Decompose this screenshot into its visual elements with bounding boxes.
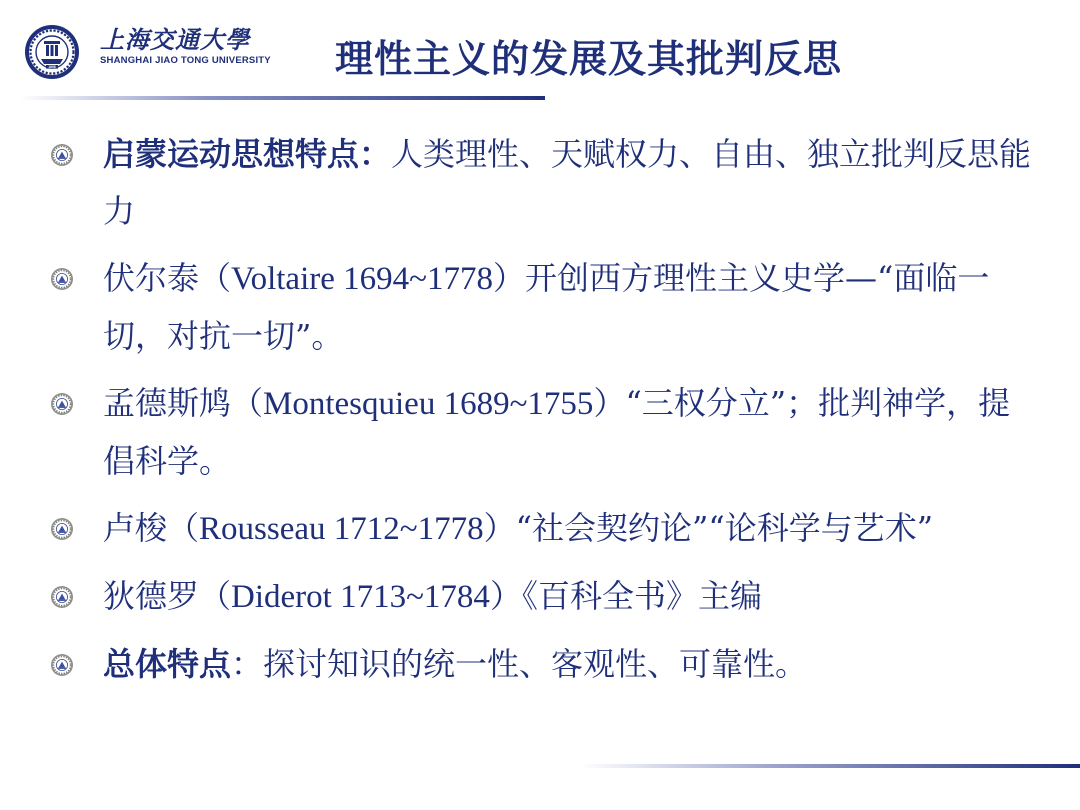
university-name-en: SHANGHAI JIAO TONG UNIVERSITY — [100, 55, 271, 66]
bullet-diderot — [50, 568, 1040, 626]
bullet-name-dates: Montesquieu 1689~1755 — [263, 386, 594, 422]
bullet-heading: 总体特点 — [103, 645, 232, 683]
university-logo — [100, 26, 271, 68]
bullet-colon: ： — [231, 645, 264, 683]
bullet-rousseau — [50, 500, 1040, 558]
bullet-text-pre: 伏尔泰（ — [103, 259, 232, 297]
bullet-name-dates: Diderot 1713~1784 — [231, 579, 490, 615]
footer-rule — [580, 764, 1080, 768]
bullet-name-dates: Voltaire 1694~1778 — [231, 261, 493, 297]
bullet-text-post: ）开创西方理性主义史学—“面临一切，对抗一切”。 — [103, 259, 990, 355]
bullet-montesquieu — [50, 375, 1040, 490]
seal-bullet-icon — [50, 267, 74, 291]
bullet-colon: ： — [359, 135, 392, 173]
seal-bullet-icon — [50, 653, 74, 677]
bullet-text-pre: 卢梭（ — [103, 509, 200, 547]
bullet-list — [50, 126, 1040, 703]
title-underline — [20, 96, 545, 100]
bullet-text-post: ）“社会契约论”“论科学与艺术” — [483, 509, 934, 547]
bullet-enlightenment-features — [50, 126, 1040, 240]
bullet-text-post: ）“三权分立”；批判神学，提倡科学。 — [103, 384, 1011, 480]
seal-year: 1896 — [48, 64, 56, 69]
seal-bullet-icon — [50, 143, 74, 167]
slide-title: 理性主义的发展及其批判反思 — [335, 36, 843, 81]
university-name-cn: 上海交通大學 — [100, 25, 250, 54]
bullet-text: 人类理性、天赋权力、自由、独立批判反思能力 — [103, 135, 1032, 230]
bullet-text-pre: 孟德斯鸠（ — [103, 384, 264, 422]
bullet-text: 探讨知识的统一性、客观性、可靠性。 — [263, 645, 808, 683]
bullet-name-dates: Rousseau 1712~1778 — [199, 511, 484, 547]
slide-header — [0, 0, 1080, 100]
bullet-text-pre: 狄德罗（ — [103, 577, 232, 615]
university-seal-icon — [24, 24, 80, 80]
bullet-voltaire — [50, 250, 1040, 365]
seal-bullet-icon — [50, 392, 74, 416]
bullet-overall-features — [50, 636, 1040, 693]
bullet-text-post: ）《百科全书》主编 — [489, 577, 762, 615]
bullet-heading: 启蒙运动思想特点 — [103, 135, 360, 173]
seal-bullet-icon — [50, 585, 74, 609]
seal-bullet-icon — [50, 517, 74, 541]
